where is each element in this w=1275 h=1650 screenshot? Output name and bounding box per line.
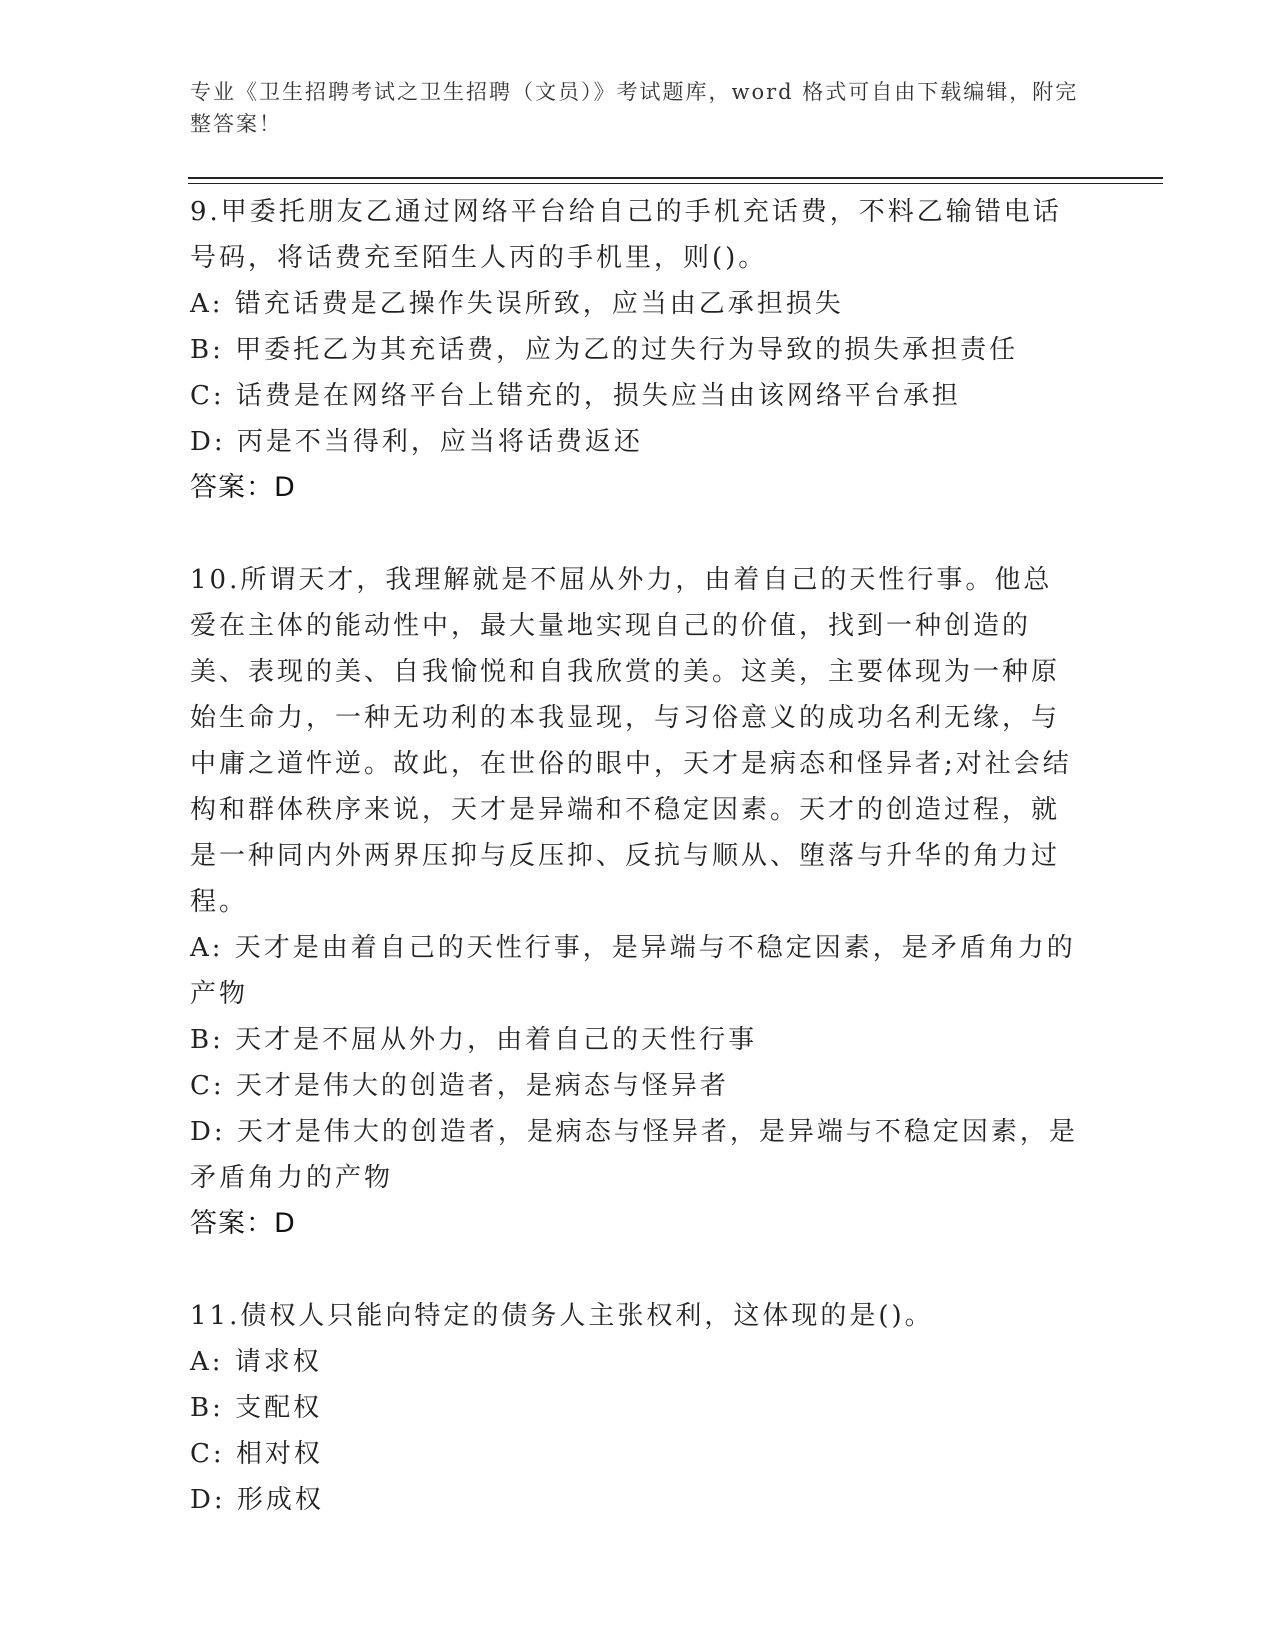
question-stem: 11.债权人只能向特定的债务人主张权利，这体现的是()。 [190,1301,934,1331]
question-9 [190,189,1080,511]
option-a: A: 错充话费是乙操作失误所致，应当由乙承担损失 [190,289,844,319]
answer: 答案：D [190,472,296,503]
option-c: C: 天才是伟大的创造者，是病态与怪异者 [190,1071,729,1101]
option-b: B: 支配权 [190,1393,323,1423]
question-stem: 10.所谓天才，我理解就是不屈从外力，由着自己的天性行事。他总爱在主体的能动性中，最大量地实现自己的价值，找到一种创造的美、表现的美、自我愉悦和自我欣赏的美。这美，主要体现为一种原始生命力，一种无功利的本我显现，与习俗意义的成功名利无缘，与中庸之道忤逆。故此，在世俗的眼中，天才是病态和怪异者;对社会结构和群体秩序来说，天才是异端和不稳定因素。天才的创造过程，就是一种同内外两界压抑与反压抑、反抗与顺从、堕落与升华的角力过程。 [190,565,1072,917]
option-a: A: 请求权 [190,1347,322,1377]
question-11 [190,1293,1080,1523]
option-d: D: 形成权 [190,1485,324,1515]
option-d: D: 丙是不当得利，应当将话费返还 [190,427,643,457]
option-b: B: 天才是不屈从外力，由着自己的天性行事 [190,1025,758,1055]
option-a: A: 天才是由着自己的天性行事，是异端与不稳定因素，是矛盾角力的产物 [190,933,1076,1009]
option-c: C: 相对权 [190,1439,323,1469]
option-d: D: 天才是伟大的创造者，是病态与怪异者，是异端与不稳定因素，是矛盾角力的产物 [190,1117,1078,1193]
question-list [190,189,1080,1523]
answer: 答案：D [190,1208,296,1239]
option-b: B: 甲委托乙为其充话费，应为乙的过失行为导致的损失承担责任 [190,335,1019,365]
header-divider-thin [188,183,1163,184]
header-divider-thick [188,177,1163,179]
option-c: C: 话费是在网络平台上错充的，损失应当由该网络平台承担 [190,381,961,411]
question-spacer [190,511,1080,557]
page-header: 专业《卫生招聘考试之卫生招聘（文员）》考试题库，word 格式可自由下载编辑，附完整答案！ [190,80,1079,136]
question-spacer [190,1247,1080,1293]
question-stem: 9.甲委托朋友乙通过网络平台给自己的手机充话费，不料乙输错电话号码，将话费充至陌生人丙的手机里，则()。 [190,197,1062,273]
question-10 [190,557,1080,1247]
